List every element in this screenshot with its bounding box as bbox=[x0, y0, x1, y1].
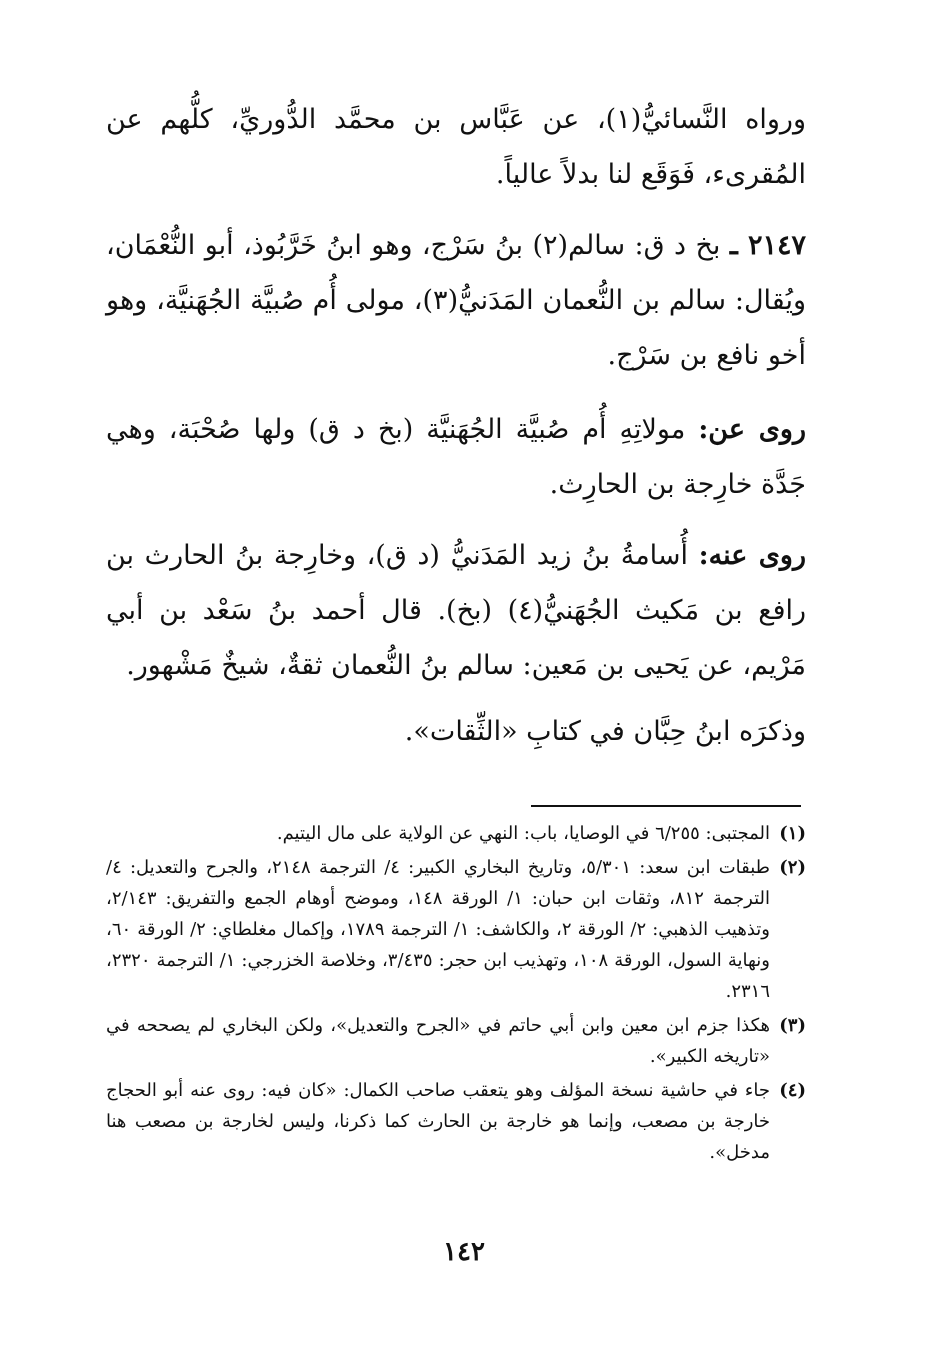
paragraph-narration bbox=[106, 92, 806, 202]
footnote-divider bbox=[531, 805, 801, 807]
page-number: ١٤٢ bbox=[443, 1237, 485, 1267]
footnote-marker: (٤) bbox=[779, 1080, 806, 1101]
paragraph-lead: روى عنه: bbox=[698, 540, 806, 571]
footnote-text: هكذا جزم ابن معين وابن أبي حاتم في «الجرح والتعديل»، ولكن البخاري لم يصححه في «تاريخه الكبير». bbox=[106, 1015, 770, 1067]
footnote-text: جاء في حاشية نسخة المؤلف وهو يتعقب صاحب الكمال: «كان فيه: روى عنه أبو الحجاج خارجة بن مصعب، وإنما هو خارجة بن الحارث كما ذكرنا، وليس لخارجة بن مصعب هنا مدخل». bbox=[106, 1080, 770, 1163]
footnote-item bbox=[106, 852, 806, 1007]
narrated-by-paragraph bbox=[106, 528, 806, 693]
footnote-marker: (٣) bbox=[779, 1015, 806, 1036]
paragraph-text: مولاتِهِ أُم صُبيَّة الجُهَنيَّة (بخ د ق) ولها صُحْبَة، وهي جَدَّة خارِجة بن الحارِث. bbox=[106, 414, 806, 500]
biography-entry-heading bbox=[106, 218, 806, 383]
paragraph-text: أُسامةُ بنُ زيد المَدَنيُّ (د ق)، وخارِجة بنُ الحارث بن رافع بن مَكيث الجُهَنيُّ(٤) (بخ). قال أحمد بنُ سَعْد بن أبي مَرْيم، عن يَحيى بن مَعين: سالم بنُ النُّعمان ثقةٌ، شيخٌ مَشْهور. bbox=[106, 540, 807, 681]
closing-paragraph bbox=[106, 704, 806, 759]
footnote-text: المجتبى: ٦/٢٥٥ في الوصايا، باب: النهي عن الولاية على مال اليتيم. bbox=[276, 823, 770, 844]
footnote-text: طبقات ابن سعد: ٥/٣٠١، وتاريخ البخاري الكبير: ٤/ الترجمة ٢١٤٨، والجرح والتعديل: ٤/ الترجمة ٨١٢، وثقات ابن حبان: ١/ الورقة ١٤٨، وموضح أوهام الجمع والتفريق: ٢/١٤٣، وتذهيب الذهبي: ٢/ الورقة ٢، والكاشف: ١/ الترجمة ١٧٨٩، وإكمال مغلطاي: ٢/ الورقة ٦٠، ونهاية السول، الورقة ١٠٨، وتهذيب ابن حجر: ٣/٤٣٥، وخلاصة الخزرجي: ١/ الترجمة ٢٣٢٠، ٢٣١٦. bbox=[106, 857, 770, 1002]
paragraph-text: وذكرَه ابنُ حِبَّان في كتابِ «الثِّقات». bbox=[404, 716, 806, 747]
paragraph-text: ورواه النَّسائيُّ(١)، عن عَبَّاس بن محمَّد الدُّوريِّ، كلُّهم عن المُقرىء، فَوَقَع لنا بدلاً عالياً. bbox=[106, 104, 806, 190]
entry-number: ٢١٤٧ ـ bbox=[729, 230, 806, 261]
paragraph-lead: روى عن: bbox=[698, 414, 806, 445]
footnote-item bbox=[106, 818, 806, 849]
narrated-from-paragraph bbox=[106, 402, 806, 512]
footnote-item bbox=[106, 1010, 806, 1072]
footnotes-list bbox=[106, 818, 806, 1171]
footnote-item bbox=[106, 1075, 806, 1168]
paragraph-text: بخ د ق: سالم(٢) بنُ سَرْج، وهو ابنُ خَرَّبُوذ، أبو النُّعْمَان، ويُقال: سالم بن النُّعمان المَدَنيُّ(٣)، مولى أُم صُبيَّة الجُهَنيَّة، وهو أخو نافع بن سَرْج. bbox=[106, 230, 806, 371]
footnote-marker: (١) bbox=[779, 823, 806, 844]
footnote-marker: (٢) bbox=[779, 857, 806, 878]
